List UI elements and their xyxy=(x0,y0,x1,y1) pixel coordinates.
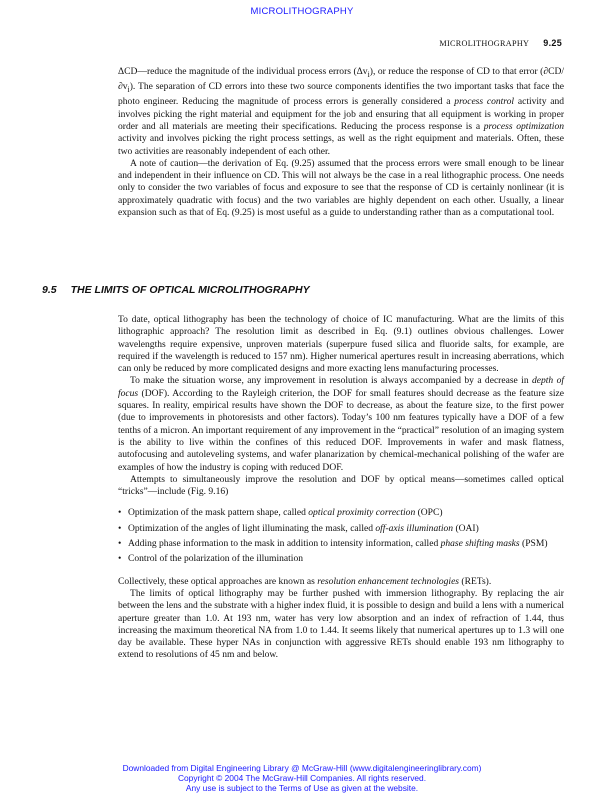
paragraph-process-errors: ΔCD—reduce the magnitude of the individual process errors $(\Delta v_i)$, or reduce the response of CD to that error $(\partial CD/\partial v_i)$. The separation of CD errors into these two source components identifies the two important tasks that face the photo engineer. Reducing the magnitude of process errors is generally considered a process control activity and involves picking the right material and equipment for the job and ensuring that all equipment is working in proper order and all materials are meeting their specifications. Reducing the process response is a process optimization activity and involves picking the right process settings, as well as the right equipment and materials. Often, these two activities are reasonably independent of each other. xyxy=(118,66,564,157)
list-item: • Adding phase information to the mask in addition to intensity information, called phase shifting masks (PSM) xyxy=(118,538,548,550)
paragraph-caution: A note of caution—the derivation of Eq. (9.25) assumed that the process errors were small enough to be linear and independent in their influence on CD. This will not always be the case in a real lithographic process. One needs only to consider the two variables of focus and exposure to see that the response of CD is certainly nonlinear (it is approximately quadratic with focus) and the two variables are highly dependent on each other. Usually, a linear expansion such as that of Eq. (9.25) is most useful as a guide to understanding rather than as a computational tool. xyxy=(118,157,564,219)
footer-copyright: Copyright © 2004 The McGraw-Hill Companies. All rights reserved. xyxy=(177,773,427,783)
paragraph-immersion: The limits of optical lithography may be further pushed with immersion lithography. By replacing the air between the lens and the substrate with a higher index fluid, it is possible to design and build a lens with a numerical aperture greater than 1.0. At 193 nm, water has very low absorption and an index of refraction of 1.44, thus increasing the maximum theoretical NA from 1.0 to 1.44. It seems likely that numerical apertures up to 1.3 will one day be available. These hyper NAs in conjunction with aggressive RETs should enable 193 nm lithography to extend to resolutions of 45 nm and below. xyxy=(118,587,564,661)
section-number: 9.5 xyxy=(42,284,57,296)
paragraph-optical-limits: To date, optical lithography has been the technology of choice of IC manufacturing. What are the limits of this lithographic approach? The resolution limit as described in Eq. (9.1) outlines obvious challenges. Lower wavelengths require expensive, unproven materials (superpure fused silica and fluoride salts, for example, are required if the wavelength is reduced to 157 nm). Higher numerical apertures result in increasing aberrations, which can only be reduced by more complicated designs and more exacting lens manufacturing processes. xyxy=(118,314,564,375)
list-item: • Optimization of the mask pattern shape, called optical proximity correction (OPC) xyxy=(118,507,443,519)
page-number: 9.25 xyxy=(543,38,562,48)
list-item: • Optimization of the angles of light illuminating the mask, called off-axis illumination (OAI) xyxy=(118,522,479,534)
footer-terms: Any use is subject to the Terms of Use as given at the website. xyxy=(185,783,419,793)
section-title: THE LIMITS OF OPTICAL MICROLITHOGRAPHY xyxy=(70,284,310,296)
download-footer xyxy=(0,763,604,793)
running-head xyxy=(439,38,562,48)
section-text-block xyxy=(118,314,564,662)
ret-bullet-list xyxy=(118,507,564,565)
paragraph-optical-tricks: Attempts to simultaneously improve the resolution and DOF by optical means—sometimes called optical “tricks”—include (Fig. 9.16) xyxy=(118,473,564,498)
footer-download-link[interactable]: Downloaded from Digital Engineering Library @ McGraw-Hill (www.digitalengineeringlibrary.com) xyxy=(122,763,482,773)
book-title-banner: MICROLITHOGRAPHY xyxy=(250,6,354,17)
section-heading xyxy=(42,284,310,296)
running-head-title: MICROLITHOGRAPHY xyxy=(439,39,530,48)
paragraph-depth-of-focus: To make the situation worse, any improvement in resolution is always accompanied by a decrease in depth of focus (DOF). According to the Rayleigh criterion, the DOF for small features should decrease as the feature size squares. In reality, empirical results have shown the DOF to decrease, as about the feature size, to the first power (due to improvements in photoresists and other factors). Today’s 100 nm features typically have a DOF of a few tenths of a micron. An important requirement of any improvement in the “practical” resolution of an imaging system is the ability to live within the confines of this reduced DOF. Improvements in wafer and mask flatness, autofocusing and autoleveling systems, and wafer planarization by chemical-mechanical polishing of the wafer are examples of how the industry is coping with reduced DOF. xyxy=(118,375,564,473)
top-text-block xyxy=(118,66,564,219)
list-item: • Control of the polarization of the illumination xyxy=(118,553,303,565)
paragraph-rets: Collectively, these optical approaches are known as resolution enhancement technologies (RETs). xyxy=(118,575,492,587)
